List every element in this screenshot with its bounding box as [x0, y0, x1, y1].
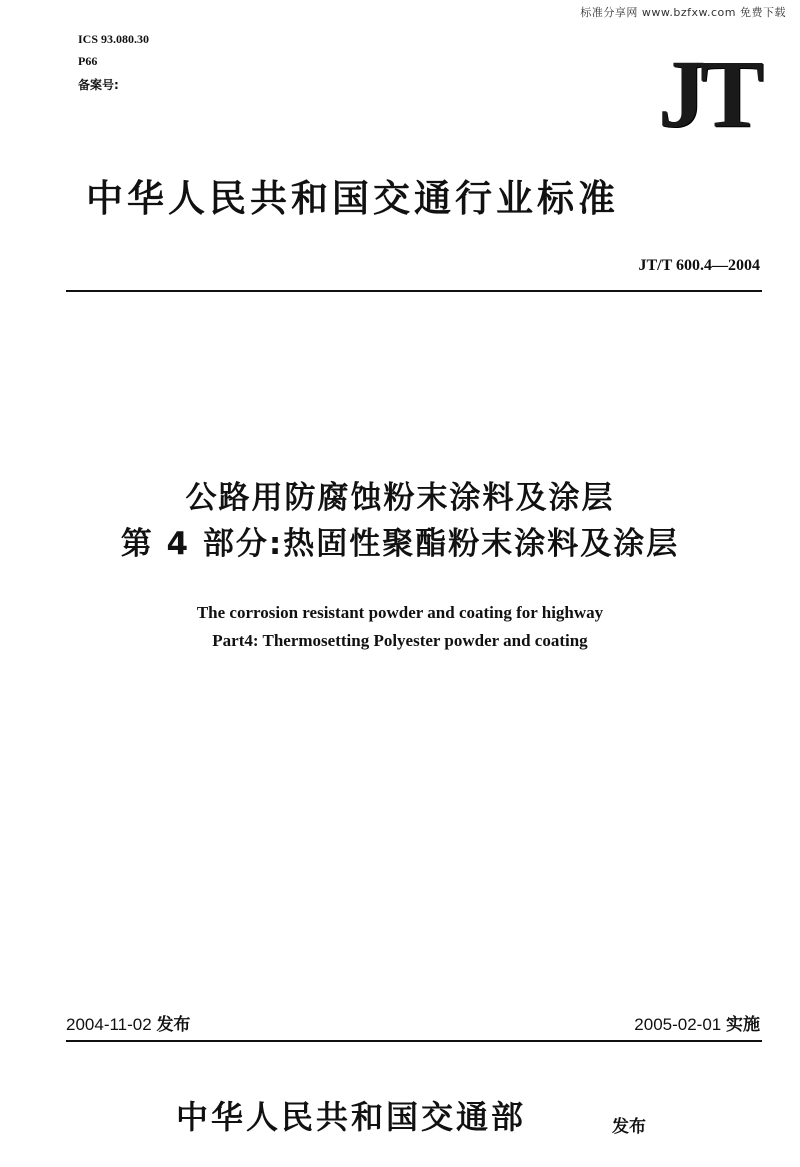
- category-code: P66: [78, 54, 98, 68]
- industry-standard-title: 中华人民共和国交通行业标准: [86, 176, 619, 220]
- jt-logo: JT: [657, 40, 758, 147]
- watermark-text: 标准分享网 www.bzfxw.com 免费下载: [580, 6, 786, 19]
- effective-date-block: [634, 1010, 760, 1035]
- title-en-line2: Part4: Thermosetting Polyester powder and coating: [212, 631, 588, 650]
- title-cn-line2: 第 4 部分:热固性聚酯粉末涂料及涂层: [120, 526, 680, 562]
- title-cn-line1: 公路用防腐蚀粉末涂料及涂层: [185, 480, 615, 516]
- ics-code: ICS 93.080.30: [78, 32, 150, 46]
- effective-label: 实施: [726, 1015, 760, 1035]
- publish-label: 发布: [612, 1117, 646, 1137]
- issuing-authority: 中华人民共和国交通部: [176, 1098, 527, 1136]
- issue-date: 2004-11-02: [66, 1015, 152, 1034]
- title-en-line1: The corrosion resistant powder and coating for highway: [196, 603, 604, 622]
- filing-number-label: 备案号:: [78, 78, 119, 92]
- effective-date: 2005-02-01: [634, 1015, 722, 1034]
- footer-divider: [66, 1040, 762, 1042]
- header-divider: [66, 290, 762, 292]
- issue-label: 发布: [156, 1015, 191, 1035]
- issue-date-block: [66, 1010, 190, 1035]
- standard-number: JT/T 600.4—2004: [638, 257, 760, 274]
